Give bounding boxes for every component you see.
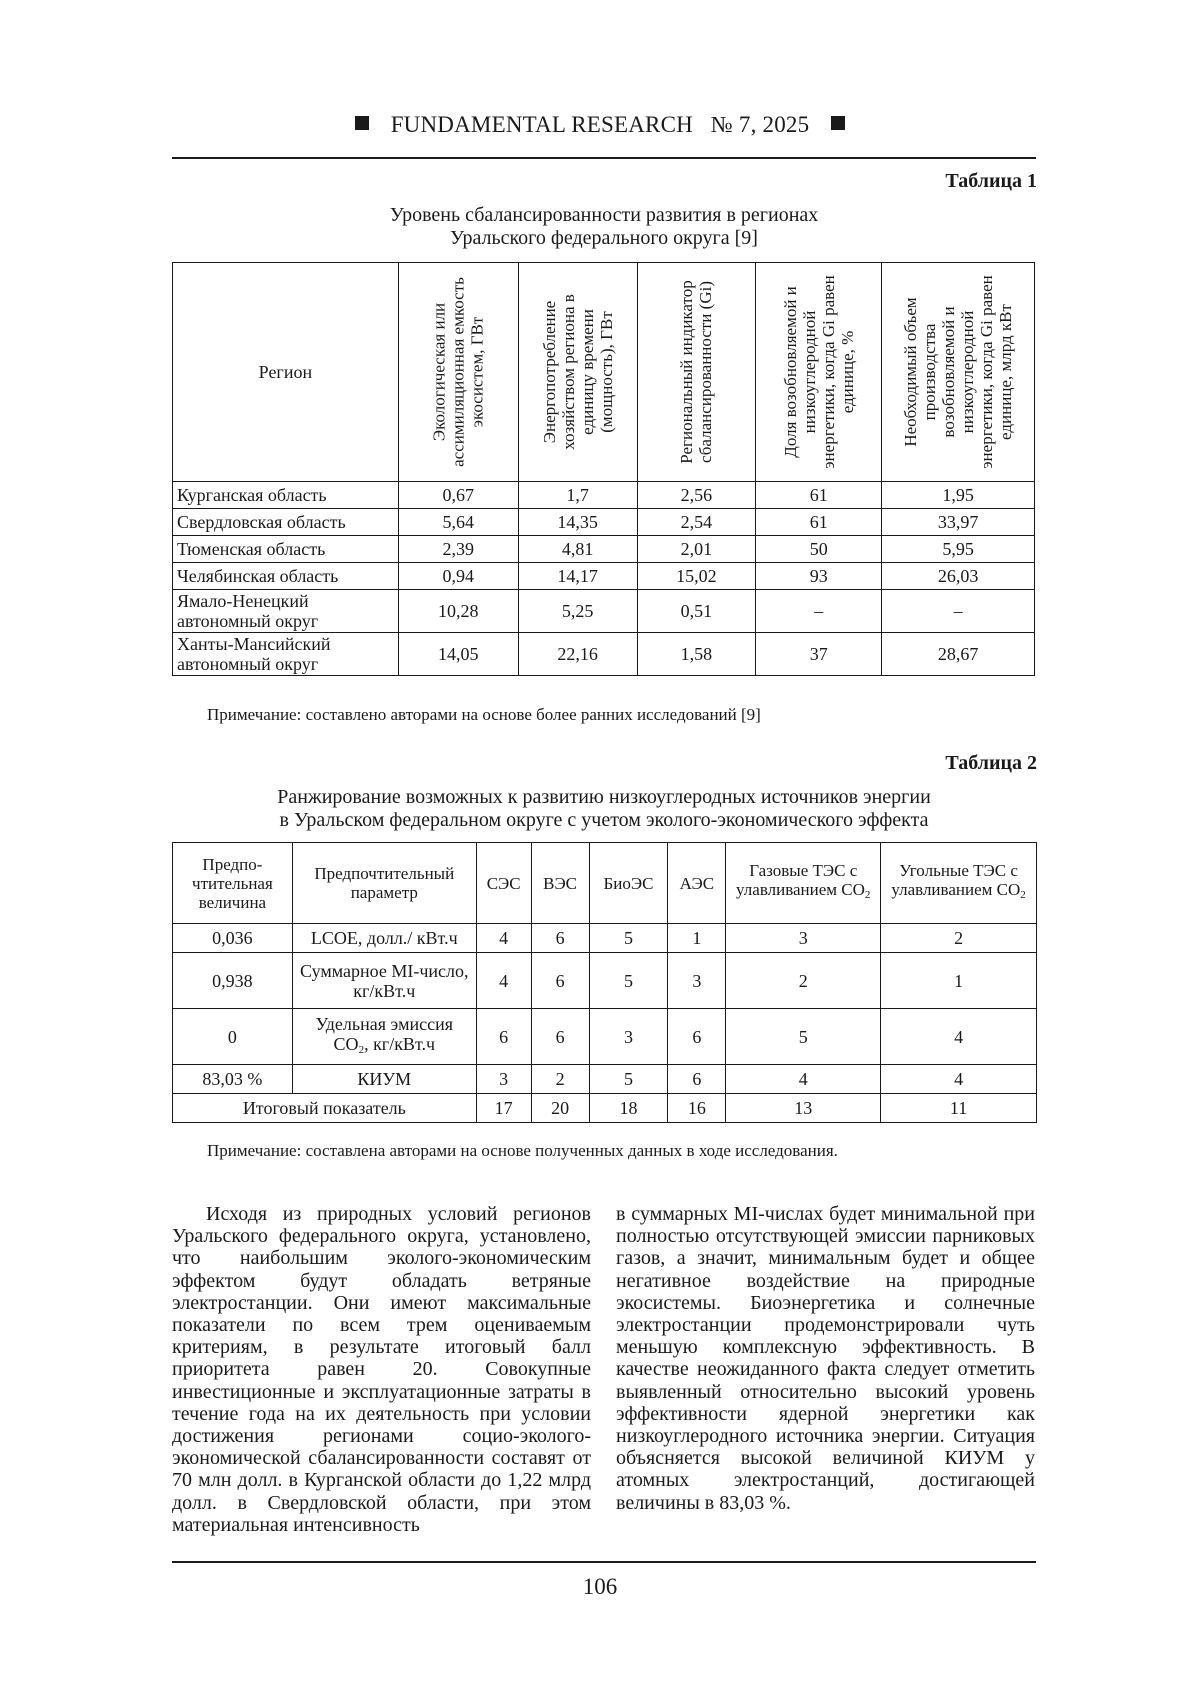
table-cell: 2 — [881, 924, 1037, 953]
table1 — [172, 262, 1035, 676]
table-row — [173, 482, 1035, 509]
total-cell: 18 — [589, 1094, 668, 1123]
table-cell: 10,28 — [398, 590, 518, 633]
table-cell: 6 — [531, 924, 589, 953]
table-row — [173, 563, 1035, 590]
table-cell: 61 — [756, 509, 882, 536]
table2-header-gas-tes: Газовые ТЭС с улавливанием $CO_2$ — [726, 843, 881, 924]
table-cell: 6 — [668, 1009, 726, 1065]
footer-rule — [172, 1561, 1036, 1563]
table-cell: 14,05 — [398, 633, 518, 676]
table1-note: Примечание: составлено авторами на основе более ранних исследований [9] — [207, 705, 761, 724]
table2-header-ves: ВЭС — [531, 843, 589, 924]
table-cell: 6 — [531, 953, 589, 1009]
table2-header-pref-value: Предпо-чтительная величина — [173, 843, 293, 924]
table-cell: 3 — [589, 1009, 668, 1065]
table2-header-ses: СЭС — [476, 843, 531, 924]
pref-param: LCOE, долл./ кВт.ч — [292, 924, 476, 953]
table-cell: 50 — [756, 536, 882, 563]
table-row — [173, 1065, 1037, 1094]
page-number: 106 — [582, 1574, 618, 1599]
running-header — [0, 112, 1200, 138]
table-cell: 4,81 — [518, 536, 637, 563]
table-row — [173, 953, 1037, 1009]
table-cell: 4 — [726, 1065, 881, 1094]
table-cell: – — [756, 590, 882, 633]
table-cell: 3 — [476, 1065, 531, 1094]
table2-note: Примечание: составлена авторами на основе полученных данных в ходе исследования. — [207, 1141, 838, 1160]
table-cell: 14,35 — [518, 509, 637, 536]
table2-label: Таблица 2 — [945, 752, 1037, 774]
table-cell: 4 — [476, 924, 531, 953]
table-cell: 2,56 — [637, 482, 756, 509]
table-row — [173, 590, 1035, 633]
pref-value: 0 — [173, 1009, 293, 1065]
table-cell: 5 — [726, 1009, 881, 1065]
table-cell: 5 — [589, 924, 668, 953]
table2-header-coal-tes: Угольные ТЭС с улавливанием $CO_2$ — [881, 843, 1037, 924]
table-row — [173, 633, 1035, 676]
region-name: Челябинская область — [173, 563, 399, 590]
table1-header-share: Доля возобновляемой и низкоуглеродной энергетики, когда Gi равен единице, % — [756, 263, 882, 482]
pref-param: Суммарное MI-число, кг/кВт.ч — [292, 953, 476, 1009]
table-cell: 14,17 — [518, 563, 637, 590]
table-cell: 33,97 — [882, 509, 1035, 536]
pref-param: КИУМ — [292, 1065, 476, 1094]
total-cell: 20 — [531, 1094, 589, 1123]
table1-caption: Уровень сбалансированности развития в регионах Уральского федерального округа [9] — [389, 204, 819, 249]
pref-param: Удельная эмиссия $CO_2$, кг/кВт.ч — [292, 1009, 476, 1065]
region-name: Свердловская область — [173, 509, 399, 536]
table-cell: 28,67 — [882, 633, 1035, 676]
table-cell: 2 — [531, 1065, 589, 1094]
table1-label: Таблица 1 — [945, 170, 1037, 192]
pref-value: 83,03 % — [173, 1065, 293, 1094]
table-cell: 4 — [476, 953, 531, 1009]
table-cell: 5,25 — [518, 590, 637, 633]
table-cell: 1 — [881, 953, 1037, 1009]
table1-header-volume: Необходимый объем производства возобновляемой и низкоуглеродной энергетики, когда Gi равен единице, млрд кВт — [882, 263, 1035, 482]
table-cell: 37 — [756, 633, 882, 676]
table-cell: 22,16 — [518, 633, 637, 676]
table1-header-region: Регион — [173, 263, 399, 482]
journal-title: FUNDAMENTAL RESEARCH — [390, 112, 693, 137]
table-cell: 5,95 — [882, 536, 1035, 563]
table1-header-capacity: Экологическая или ассимиляционная емкость экосистем, ГВт — [398, 263, 518, 482]
table-cell: 3 — [668, 953, 726, 1009]
table-cell: 1,58 — [637, 633, 756, 676]
region-name: Ямало-Ненецкий автономный округ — [173, 590, 399, 633]
table-cell: 5 — [589, 953, 668, 1009]
table-cell: 3 — [726, 924, 881, 953]
pref-value: 0,938 — [173, 953, 293, 1009]
table1-header-consumption: Энергопотребление хозяйством региона в единицу времени (мощность), ГВт — [518, 263, 637, 482]
table-cell: 2,39 — [398, 536, 518, 563]
table-cell: 4 — [881, 1009, 1037, 1065]
table-cell: 2,01 — [637, 536, 756, 563]
table-cell: 6 — [476, 1009, 531, 1065]
issue-number: № 7, 2025 — [710, 112, 810, 137]
table-cell: 4 — [881, 1065, 1037, 1094]
table-cell: 93 — [756, 563, 882, 590]
table2-header-aes: АЭС — [668, 843, 726, 924]
table2-header-bioes: БиоЭС — [589, 843, 668, 924]
table2-total-row — [173, 1094, 1037, 1123]
table2-caption: Ранжирование возможных к развитию низкоуглеродных источников энергии в Уральском федеральном округе с учетом эколого-экономического эффекта — [277, 786, 931, 831]
table-row — [173, 924, 1037, 953]
table-cell: 2 — [726, 953, 881, 1009]
table-cell: 0,67 — [398, 482, 518, 509]
table-cell: – — [882, 590, 1035, 633]
table-cell: 1,95 — [882, 482, 1035, 509]
table-cell: 61 — [756, 482, 882, 509]
square-bullet-icon — [355, 116, 369, 130]
square-bullet-icon — [831, 116, 845, 130]
table-cell: 26,03 — [882, 563, 1035, 590]
region-name: Курганская область — [173, 482, 399, 509]
header-rule — [172, 157, 1036, 159]
table-cell: 6 — [668, 1065, 726, 1094]
body-text-left: Исходя из природных условий регионов Уральского федерального округа, установлено, что наибольшим эколого-экономическим эффектом будут обладать ветряные электростанции. Они имеют максимальные показатели по всем трем оцениваемым критериям, в результате итоговый балл приоритета равен 20. Совокупные инвестиционные и эксплуатационные затраты в течение года на их деятельность при условии достижения регионами социо-эколого-экономической сбалансированности составят от 70 млн долл. в Курганской области до 1,22 млрд долл. в Свердловской области, при этом материальная интенсивность — [172, 1203, 591, 1536]
body-text-right: в суммарных MI-числах будет минимальной при полностью отсутствующей эмиссии парниковых газов, а значит, минимальным будет и общее негативное воздействие на природные экосистемы. Биоэнергетика и солнечные электростанции продемонстрировали чуть меньшую комплексную эффективность. В качестве неожиданного факта следует отметить выявленный относительно высокий уровень эффективности ядерной энергетики как низкоуглеродного источника энергии. Ситуация объясняется высокой величиной КИУМ у атомных электростанций, достигающей величины в 83,03 %. — [616, 1203, 1035, 1514]
region-name: Тюменская область — [173, 536, 399, 563]
table-cell: 1,7 — [518, 482, 637, 509]
table-cell: 1 — [668, 924, 726, 953]
table-row — [173, 509, 1035, 536]
table-cell: 5 — [589, 1065, 668, 1094]
total-label: Итоговый показатель — [173, 1094, 477, 1123]
total-cell: 13 — [726, 1094, 881, 1123]
table-cell: 15,02 — [637, 563, 756, 590]
table-row — [173, 536, 1035, 563]
region-name: Ханты-Мансийский автономный округ — [173, 633, 399, 676]
table-cell: 2,54 — [637, 509, 756, 536]
table2 — [172, 842, 1037, 1123]
total-cell: 16 — [668, 1094, 726, 1123]
pref-value: 0,036 — [173, 924, 293, 953]
table2-header-pref-param: Предпочтительный параметр — [292, 843, 476, 924]
table-cell: 5,64 — [398, 509, 518, 536]
table1-header-row — [173, 263, 1035, 482]
total-cell: 17 — [476, 1094, 531, 1123]
table1-header-indicator: Региональный индикатор сбалансированности (Gi) — [637, 263, 756, 482]
table-cell: 0,94 — [398, 563, 518, 590]
table-cell: 6 — [531, 1009, 589, 1065]
table-row — [173, 1009, 1037, 1065]
table2-header-row — [173, 843, 1037, 924]
table-cell: 0,51 — [637, 590, 756, 633]
total-cell: 11 — [881, 1094, 1037, 1123]
